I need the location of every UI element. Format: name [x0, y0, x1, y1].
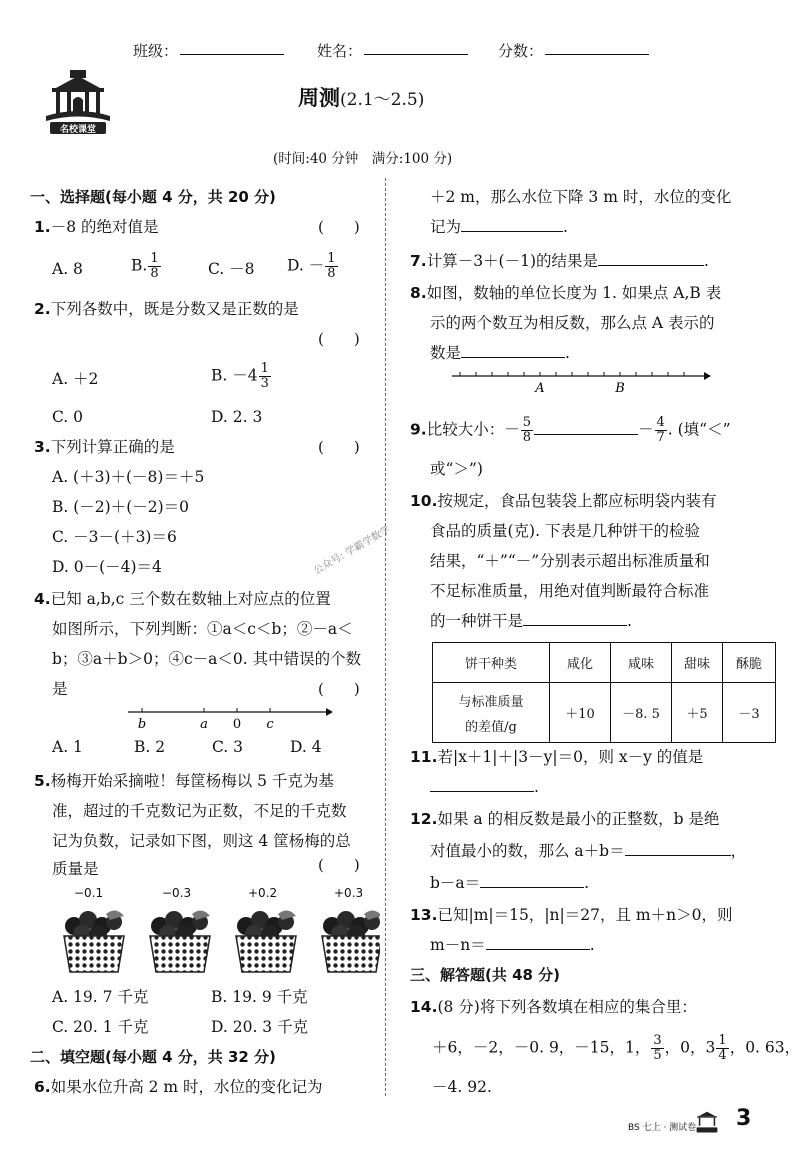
q12-text-2: 对值最小的数，那么 a＋b＝ [430, 842, 625, 860]
table-val-1: ＋10 [550, 683, 611, 743]
section-3-heading: 三、解答题(共 48 分) [410, 966, 561, 984]
q1-number: 1. [34, 218, 51, 236]
q3-number: 3. [34, 438, 51, 456]
q12-blank-2[interactable] [480, 873, 584, 888]
q4-option-b[interactable]: B. 2 [134, 738, 166, 756]
q2-option-d[interactable]: D. 2. 3 [211, 408, 263, 426]
q12-text-1: 如果 a 的相反数是最小的正整数，b 是绝 [437, 810, 720, 828]
q6-line-3: 记为 . [430, 218, 568, 236]
q8-number-line [448, 366, 718, 398]
q1-d-fraction [325, 252, 337, 281]
q1-option-c[interactable]: C. －8 [208, 260, 255, 278]
axis-label-B: B [615, 381, 625, 396]
name-blank[interactable] [364, 40, 468, 55]
q10-line-4: 不足标准质量，用绝对值判断最符合标准 [430, 582, 710, 600]
basket-3-label: +0.2 [248, 886, 278, 900]
score-blank[interactable] [545, 40, 649, 55]
q3-text: 下列计算正确的是 [50, 438, 175, 456]
q4-number-line [126, 702, 336, 732]
q1-d-num: 1 [327, 251, 336, 266]
q1-answer-paren[interactable]: ( ) [318, 218, 360, 236]
table-row-label-1: 与标准质量 [458, 694, 524, 710]
q9-fraction-1 [521, 416, 533, 445]
q3-option-b[interactable]: B. (－2)＋(－2)＝0 [52, 498, 190, 516]
table-row-label [433, 683, 550, 743]
q14-numbers-a: ＋6，－2，－0. 9，－15，1， [432, 1038, 651, 1057]
q5-line-4: 质量是 [52, 860, 99, 878]
section-2-heading: 二、填空题(每小题 4 分，共 32 分) [30, 1048, 276, 1066]
class-blank[interactable] [180, 40, 284, 55]
q6-number: 6. [34, 1078, 51, 1096]
q5-text-1: 杨梅开始采摘啦！每筐杨梅以 5 千克为基 [50, 772, 334, 790]
q9-number: 9. [410, 420, 427, 439]
q13-line-1 [410, 904, 732, 926]
q2-number: 2. [34, 300, 51, 318]
q9-f1-den: 8 [522, 430, 531, 445]
q2-b-den: 3 [260, 376, 269, 391]
table-col-1: 咸化 [550, 643, 611, 683]
class-field [133, 40, 178, 61]
q4-line-2: 如图所示，下列判断：①a＜c＜b；②－a＜ [52, 620, 353, 638]
q10-line-5: 的一种饼干是 . [430, 612, 632, 630]
logo-text: 名校课堂 [59, 125, 97, 135]
q9-answer-blank[interactable] [534, 420, 638, 435]
q9-f2-den: 7 [656, 430, 665, 445]
table-col-4: 酥脆 [723, 643, 776, 683]
q7-stem: 7.计算－3＋(－1)的结果是 . [410, 252, 709, 270]
basket-2-label: −0.3 [162, 886, 192, 900]
q1-b-den: 8 [150, 266, 159, 281]
q12-text-3: b－a＝ [430, 874, 481, 892]
q1-option-a[interactable]: A. 8 [52, 260, 83, 278]
q4-option-a[interactable]: A. 1 [52, 738, 83, 756]
q14-f1-den: 5 [653, 1048, 662, 1063]
q4-number: 4. [34, 590, 51, 608]
q9-f2-num: 4 [656, 415, 665, 430]
q9-line-1 [410, 416, 731, 445]
bayberry-baskets-image [60, 906, 380, 978]
q10-text-5: 的一种饼干是 [430, 612, 524, 630]
footer-logo-icon [690, 1108, 724, 1134]
q3-stem [34, 436, 175, 458]
q8-number: 8. [410, 284, 427, 302]
basket-4-label: +0.3 [334, 886, 364, 900]
q3-answer-paren[interactable]: ( ) [318, 438, 360, 456]
q14-numbers-c: ，0. 63， [729, 1038, 800, 1057]
q8-line-1 [410, 282, 721, 304]
q5-number: 5. [34, 772, 51, 790]
q7-answer-blank[interactable] [598, 251, 704, 266]
table-val-3: ＋5 [672, 683, 723, 743]
q14-fraction-2 [716, 1034, 728, 1063]
axis-label-a: a [200, 717, 208, 732]
q1-stem [34, 216, 158, 238]
q13-text-1: 已知|m|＝15，|n|＝27，且 m＋n＞0，则 [437, 906, 733, 924]
title-range: (2.1～2.5) [340, 90, 425, 110]
exam-info: (时间:40 分钟 满分:100 分) [273, 151, 453, 167]
basket-4 [322, 910, 380, 972]
q5-line-2: 准，超过的千克数记为正数，不足的千克数 [52, 802, 347, 820]
q9-line-2: 或“＞”) [430, 460, 483, 478]
q2-option-a[interactable]: A. ＋2 [52, 370, 99, 388]
q14-numbers-line [432, 1034, 800, 1063]
q4-line-1 [34, 588, 331, 610]
axis-label-0: 0 [232, 717, 242, 732]
q12-line-1 [410, 808, 719, 830]
q1-b-label: B. [131, 256, 148, 275]
q2-option-b[interactable] [211, 362, 272, 391]
q14-f2-num: 1 [718, 1033, 727, 1048]
q12-line-2: 对值最小的数，那么 a＋b＝ ， [430, 842, 747, 860]
q1-text: －8 的绝对值是 [50, 218, 159, 236]
table-val-4: －3 [723, 683, 776, 743]
q10-line-2: 食品的质量(克). 下表是几种饼干的检验 [430, 522, 700, 540]
axis-label-b: b [137, 717, 147, 732]
q9-mid: － [637, 420, 654, 439]
q5-answer-paren[interactable]: ( ) [318, 856, 360, 874]
q11-stem [410, 746, 703, 768]
q8-text-3: 数是 [430, 344, 462, 362]
q2-b-num: 1 [260, 361, 269, 376]
q3-option-d[interactable]: D. 0－(－4)＝4 [52, 558, 162, 576]
q5-line-3: 记为负数，记录如下图，则这 4 筐杨梅的总 [52, 832, 351, 850]
q3-option-a[interactable]: A. (＋3)＋(－8)＝＋5 [52, 468, 205, 486]
axis-label-c: c [266, 717, 274, 732]
basket-1-label: −0.1 [74, 886, 104, 900]
table-row-label-2: 的差值/g [465, 719, 517, 735]
basket-1 [64, 910, 124, 972]
q14-number: 14. [410, 998, 438, 1016]
name-label: 姓名： [317, 42, 363, 60]
q4-option-c[interactable]: C. 3 [212, 738, 244, 756]
q11-number: 11. [410, 748, 438, 766]
score-label: 分数： [498, 42, 544, 60]
q1-b-fraction [148, 252, 160, 281]
title-main: 周测 [298, 86, 340, 110]
q12-line-3: b－a＝ . [430, 874, 590, 892]
q6-line-2: ＋2 m，那么水位下降 3 m 时，水位的变化 [430, 188, 732, 206]
q5-option-a[interactable]: A. 19. 7 千克 [52, 988, 149, 1006]
q8-line-2: 示的两个数互为相反数，那么点 A 表示的 [430, 314, 715, 332]
q1-d-den: 8 [327, 266, 336, 281]
q11-text: 若|x＋1|＋|3－y|＝0，则 x－y 的值是 [437, 748, 704, 766]
q14-f2-den: 4 [718, 1048, 727, 1063]
q4-option-d[interactable]: D. 4 [290, 738, 322, 756]
q2-b-label: B. －4 [211, 366, 258, 385]
q6-answer-blank[interactable] [461, 217, 563, 232]
q11-answer-line: . [430, 776, 539, 798]
q4-text-1: 已知 a,b,c 三个数在数轴上对应点的位置 [50, 590, 331, 608]
q14-line-1 [410, 996, 697, 1018]
name-field [317, 40, 362, 61]
q2-answer-paren[interactable]: ( ) [318, 330, 360, 348]
q5-option-d[interactable]: D. 20. 3 千克 [211, 1018, 309, 1036]
table-col-3: 甜味 [672, 643, 723, 683]
q14-fraction-1 [651, 1034, 663, 1063]
q1-option-d[interactable] [287, 252, 339, 281]
q2-option-c[interactable]: C. 0 [52, 408, 84, 426]
q11-answer-blank[interactable] [430, 777, 534, 792]
q10-text-1: 按规定，食品包装袋上都应标明袋内装有 [437, 492, 717, 510]
page-number: 3 [736, 1106, 752, 1131]
q1-option-b[interactable] [131, 252, 162, 281]
school-logo [42, 66, 114, 136]
q4-line-4: 是 [52, 680, 68, 698]
axis-label-A: A [535, 381, 545, 396]
q8-text-1: 如图，数轴的单位长度为 1. 如果点 A,B 表 [426, 284, 722, 302]
q2-b-fraction [259, 362, 271, 391]
q6-line-1 [34, 1076, 323, 1098]
biscuit-table [432, 642, 776, 743]
q13-number: 13. [410, 906, 438, 924]
table-val-2: －8. 5 [611, 683, 672, 743]
q9-pre: 比较大小：－ [426, 420, 520, 439]
q14-text-1: (8 分)将下列各数填在相应的集合里： [437, 998, 697, 1016]
q10-answer-blank[interactable] [523, 611, 627, 626]
section-1-heading: 一、选择题(每小题 4 分，共 20 分) [30, 188, 276, 206]
basket-2 [150, 910, 210, 972]
q1-b-num: 1 [150, 251, 159, 266]
q7-text: 计算－3＋(－1)的结果是 [426, 252, 599, 270]
q13-line-2: m－n＝ . [430, 936, 595, 954]
q3-option-c[interactable]: C. －3－(＋3)＝6 [52, 528, 177, 546]
q12-blank-1[interactable] [625, 841, 731, 856]
footer-book: BS 七上 · 测试卷 [628, 1123, 697, 1133]
q5-line-1 [34, 770, 334, 792]
q14-numbers-b: ，0，3 [664, 1038, 716, 1057]
class-label: 班级： [133, 42, 179, 60]
q13-text-2: m－n＝ [430, 936, 486, 954]
table-header-type: 饼干种类 [433, 643, 550, 683]
q5-option-c[interactable]: C. 20. 1 千克 [52, 1018, 149, 1036]
q10-line-1 [410, 490, 716, 512]
basket-3 [236, 910, 296, 972]
column-divider [385, 178, 386, 1096]
q5-option-b[interactable]: B. 19. 9 千克 [211, 988, 308, 1006]
q7-number: 7. [410, 252, 427, 270]
page-title [298, 82, 424, 112]
score-field [498, 40, 543, 61]
q9-post: . (填“＜” [667, 420, 731, 439]
q13-answer-blank[interactable] [486, 935, 590, 950]
q9-fraction-2 [655, 416, 667, 445]
q2-stem [34, 298, 299, 320]
q12-number: 12. [410, 810, 438, 828]
q4-line-3: b；③a＋b＞0；④c－a＜0. 其中错误的个数 [52, 650, 362, 668]
q2-text: 下列各数中，既是分数又是正数的是 [50, 300, 299, 318]
q10-line-3: 结果，“＋”“－”分别表示超出标准质量和 [430, 552, 710, 570]
q8-answer-blank[interactable] [461, 343, 565, 358]
q6-text-3: 记为 [430, 218, 462, 236]
q1-d-label: D. － [287, 256, 325, 275]
q10-number: 10. [410, 492, 438, 510]
q8-line-3: 数是 . [430, 344, 570, 362]
table-col-2: 咸味 [611, 643, 672, 683]
q4-answer-paren[interactable]: ( ) [318, 680, 360, 698]
q9-f1-num: 5 [522, 415, 531, 430]
q14-numbers-line-2: －4. 92. [432, 1078, 492, 1096]
q14-f1-num: 3 [653, 1033, 662, 1048]
watermark: 公众号: 学霸学数学 [312, 524, 393, 577]
q6-text-1: 如果水位升高 2 m 时，水位的变化记为 [50, 1078, 323, 1096]
